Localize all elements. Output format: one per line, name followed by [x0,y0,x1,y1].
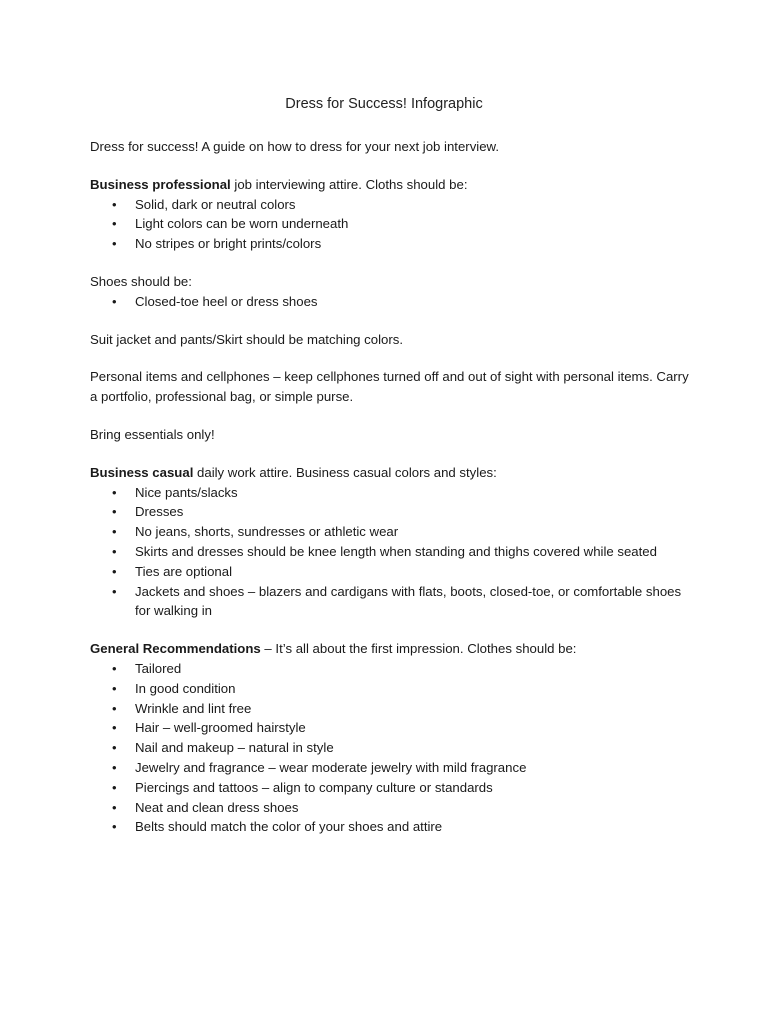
general-recommendations-list [90,659,690,837]
business-professional-paragraph [90,175,690,195]
list-item: • Jackets and shoes – blazers and cardigans with flats, boots, closed-toe, or comfortable shoes for walking in [90,582,690,622]
list-item: • Belts should match the color of your shoes and attire [90,817,690,837]
business-professional-text: job interviewing attire. Cloths should be: [230,176,468,192]
list-item: • Solid, dark or neutral colors [90,195,690,215]
business-casual-paragraph [90,463,690,483]
list-item: • Nice pants/slacks [90,483,690,503]
suit-paragraph: Suit jacket and pants/Skirt should be matching colors. [90,331,404,347]
shoes-paragraph: Shoes should be: [90,273,192,289]
general-recommendations-heading: General Recommendations [90,641,261,657]
document-title: Dress for Success! Infographic [285,96,483,112]
business-casual-list [90,483,690,622]
document-body [90,137,690,855]
list-item: • Wrinkle and lint free [90,699,690,719]
list-item: • Tailored [90,659,690,679]
personal-items-paragraph: Personal items and cellphones – keep cellphones turned off and out of sight with personal items. Carry a portfolio, professional bag, or simple purse. [90,369,689,405]
list-item: • Dresses [90,502,690,522]
business-casual-text: daily work attire. Business casual colors and styles: [193,464,497,480]
business-professional-list [90,195,690,254]
list-item: • Closed-toe heel or dress shoes [90,292,690,312]
shoes-list [90,292,690,312]
list-item: • Ties are optional [90,562,690,582]
list-item: • Light colors can be worn underneath [90,214,690,234]
essentials-paragraph: Bring essentials only! [90,426,215,442]
list-item: • Nail and makeup – natural in style [90,738,690,758]
business-casual-heading: Business casual [90,464,194,480]
list-item: • No stripes or bright prints/colors [90,234,690,254]
general-recommendations-text: – It’s all about the first impression. Clothes should be: [260,641,577,657]
list-item: • Neat and clean dress shoes [90,798,690,818]
list-item: • Skirts and dresses should be knee length when standing and thighs covered while seated [90,542,690,562]
list-item: • Piercings and tattoos – align to company culture or standards [90,778,690,798]
general-recommendations-paragraph [90,639,690,659]
business-professional-heading: Business professional [90,176,231,192]
list-item: • Hair – well-groomed hairstyle [90,718,690,738]
list-item: • Jewelry and fragrance – wear moderate jewelry with mild fragrance [90,758,690,778]
list-item: • No jeans, shorts, sundresses or athletic wear [90,522,690,542]
intro-paragraph: Dress for success! A guide on how to dress for your next job interview. [90,139,500,154]
list-item: • In good condition [90,679,690,699]
